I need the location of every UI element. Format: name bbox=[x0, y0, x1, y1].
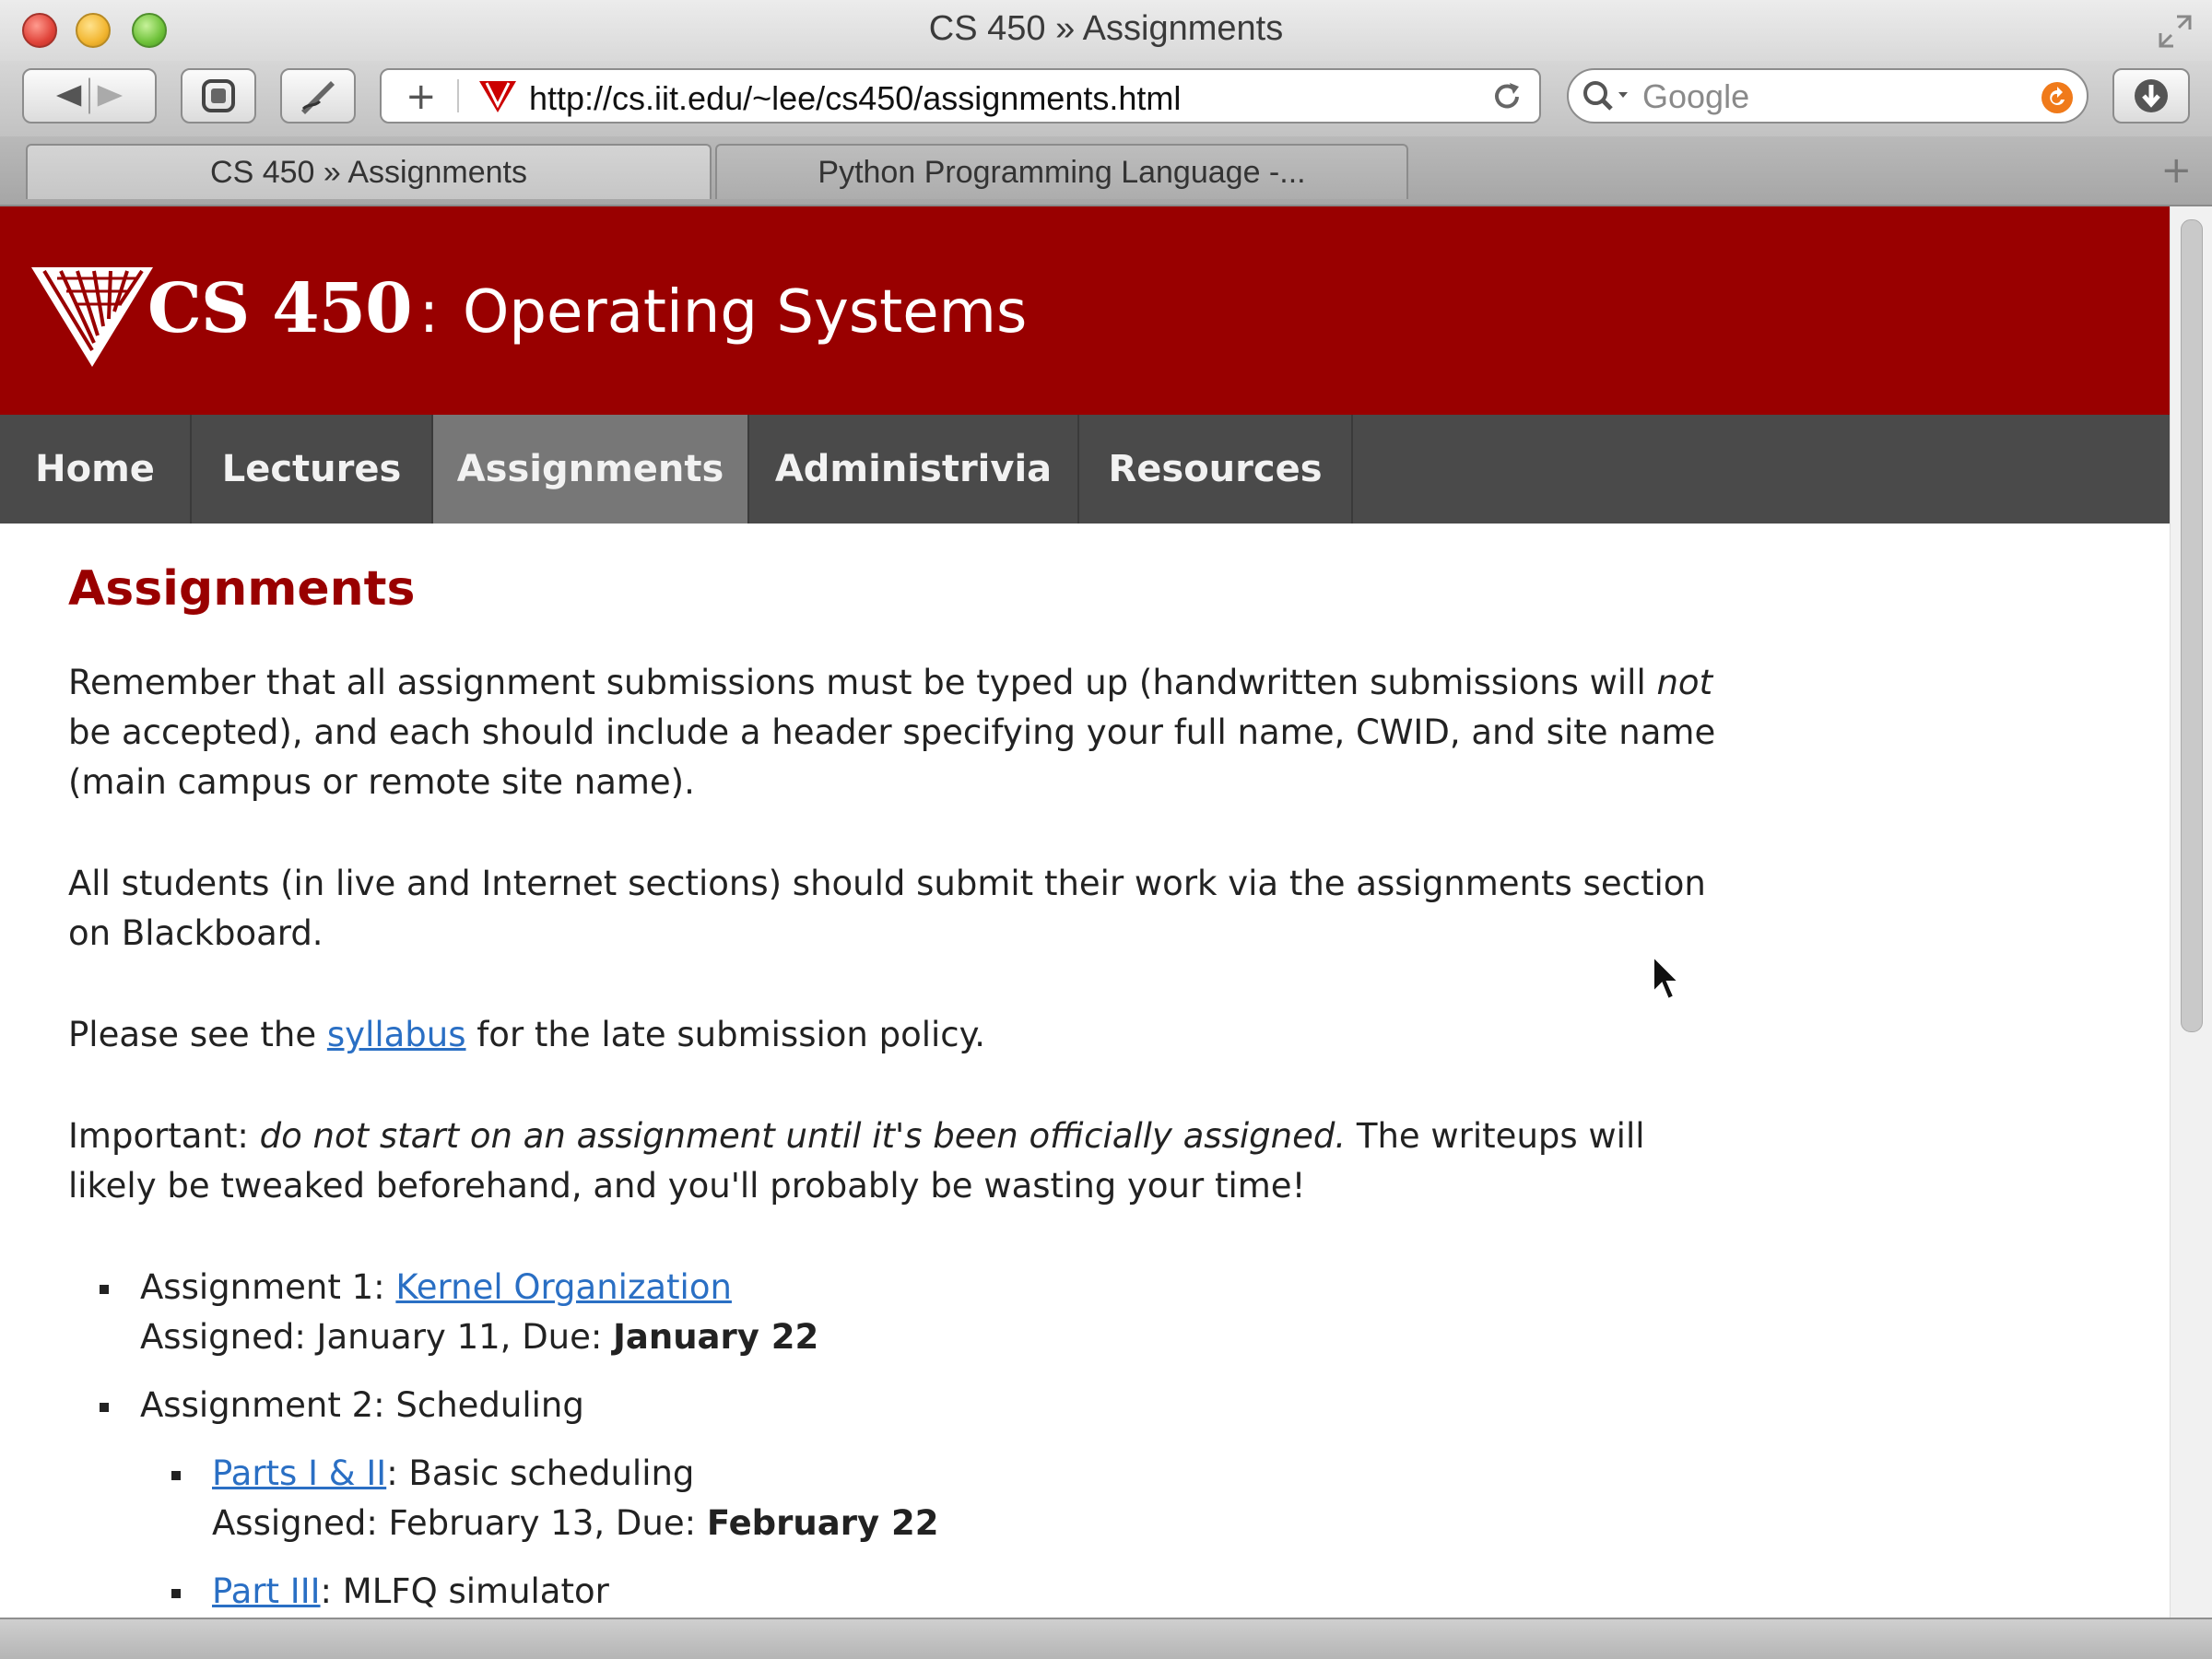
tab-bar bbox=[0, 136, 2212, 206]
main-content bbox=[68, 557, 1727, 1618]
site-nav bbox=[0, 415, 2171, 524]
iit-logo-icon bbox=[29, 258, 155, 369]
nav-resources[interactable]: Resources bbox=[1079, 415, 1353, 524]
banner-separator: : bbox=[419, 278, 439, 346]
site-favicon-icon bbox=[477, 77, 518, 114]
nav-home[interactable]: Home bbox=[0, 415, 192, 524]
search-input[interactable] bbox=[1641, 76, 2013, 118]
pen-icon bbox=[296, 76, 340, 116]
vertical-scrollbar[interactable] bbox=[2170, 206, 2212, 1618]
sidebar-icon bbox=[198, 76, 239, 116]
snapback-icon[interactable] bbox=[2041, 81, 2074, 114]
forward-arrow-icon bbox=[98, 85, 123, 106]
tab-python[interactable]: Python Programming Language -... bbox=[715, 144, 1408, 199]
nav-administrivia[interactable]: Administrivia bbox=[749, 415, 1079, 524]
late-policy-paragraph: Please see the syllabus for the late submission policy. bbox=[68, 1015, 986, 1054]
important-paragraph: Important: do not start on an assignment until it's been officially assigned. The writeups will likely be tweaked beforehand, and you'll probably be wasting your time! bbox=[68, 1116, 1645, 1206]
nav-lectures[interactable]: Lectures bbox=[192, 415, 433, 524]
status-bar bbox=[0, 1618, 2212, 1659]
share-button[interactable] bbox=[280, 68, 356, 124]
downloads-button[interactable] bbox=[2112, 68, 2190, 124]
back-arrow-icon bbox=[56, 85, 81, 106]
kernel-organization-link[interactable]: Kernel Organization bbox=[395, 1267, 732, 1307]
due-date: February 22 bbox=[706, 1503, 939, 1543]
submission-paragraph: Remember that all assignment submissions must be typed up (handwritten submissions will not be accepted), and each should include a header specifying your full name, CWID, and site name (main campus or remote site name). bbox=[68, 663, 1716, 802]
reload-icon[interactable] bbox=[1489, 79, 1524, 114]
course-title: Operating Systems bbox=[463, 278, 1028, 347]
blackboard-paragraph: All students (in live and Internet sections) should submit their work via the assignments section on Blackboard. bbox=[68, 864, 1706, 953]
sidebar-button[interactable] bbox=[181, 68, 256, 124]
window-titlebar bbox=[0, 0, 2212, 61]
due-date: January 22 bbox=[613, 1317, 819, 1357]
list-item: Assignment 1: Kernel Organization Assigned: January 11, Due: January 22 bbox=[140, 1263, 1727, 1362]
syllabus-link[interactable]: syllabus bbox=[326, 1015, 466, 1054]
browser-toolbar bbox=[0, 61, 2212, 136]
assignment-list bbox=[68, 1263, 1727, 1617]
sub-assignment-list bbox=[140, 1449, 1727, 1617]
course-code: CS 450 bbox=[147, 269, 412, 348]
list-item: Part III: MLFQ simulator bbox=[212, 1567, 1727, 1617]
back-forward-icons bbox=[24, 70, 155, 122]
mouse-cursor-icon bbox=[1652, 955, 1681, 1005]
url-text[interactable]: http://cs.iit.edu/~lee/cs450/assignments.html bbox=[529, 79, 1182, 117]
search-bar[interactable] bbox=[1567, 68, 2088, 124]
tab-assignments[interactable]: CS 450 » Assignments bbox=[26, 144, 712, 199]
part-3-link[interactable]: Part III bbox=[212, 1571, 321, 1611]
address-bar[interactable] bbox=[380, 68, 1541, 124]
add-bookmark-icon[interactable]: + bbox=[406, 76, 437, 118]
course-banner bbox=[0, 206, 2171, 415]
download-icon bbox=[2131, 76, 2171, 116]
search-icon bbox=[1582, 79, 1635, 114]
page-viewport bbox=[0, 206, 2171, 1618]
url-divider bbox=[457, 79, 459, 112]
nav-assignments[interactable]: Assignments bbox=[433, 415, 749, 524]
page-title: Assignments bbox=[68, 561, 416, 617]
scrollbar-thumb[interactable] bbox=[2181, 219, 2203, 1032]
parts-1-2-link[interactable]: Parts I & II bbox=[212, 1453, 387, 1493]
list-item: Assignment 2: Scheduling Parts I & II: Basic scheduling Assigned: February 13, Due: February 22 Part III: MLFQ simulator bbox=[140, 1381, 1727, 1617]
new-tab-icon[interactable]: + bbox=[2160, 149, 2192, 192]
back-forward-group bbox=[22, 68, 157, 124]
window-title: CS 450 » Assignments bbox=[928, 9, 1284, 48]
list-item: Parts I & II: Basic scheduling Assigned: February 13, Due: February 22 bbox=[212, 1449, 1727, 1548]
fullscreen-icon[interactable] bbox=[2157, 13, 2194, 50]
